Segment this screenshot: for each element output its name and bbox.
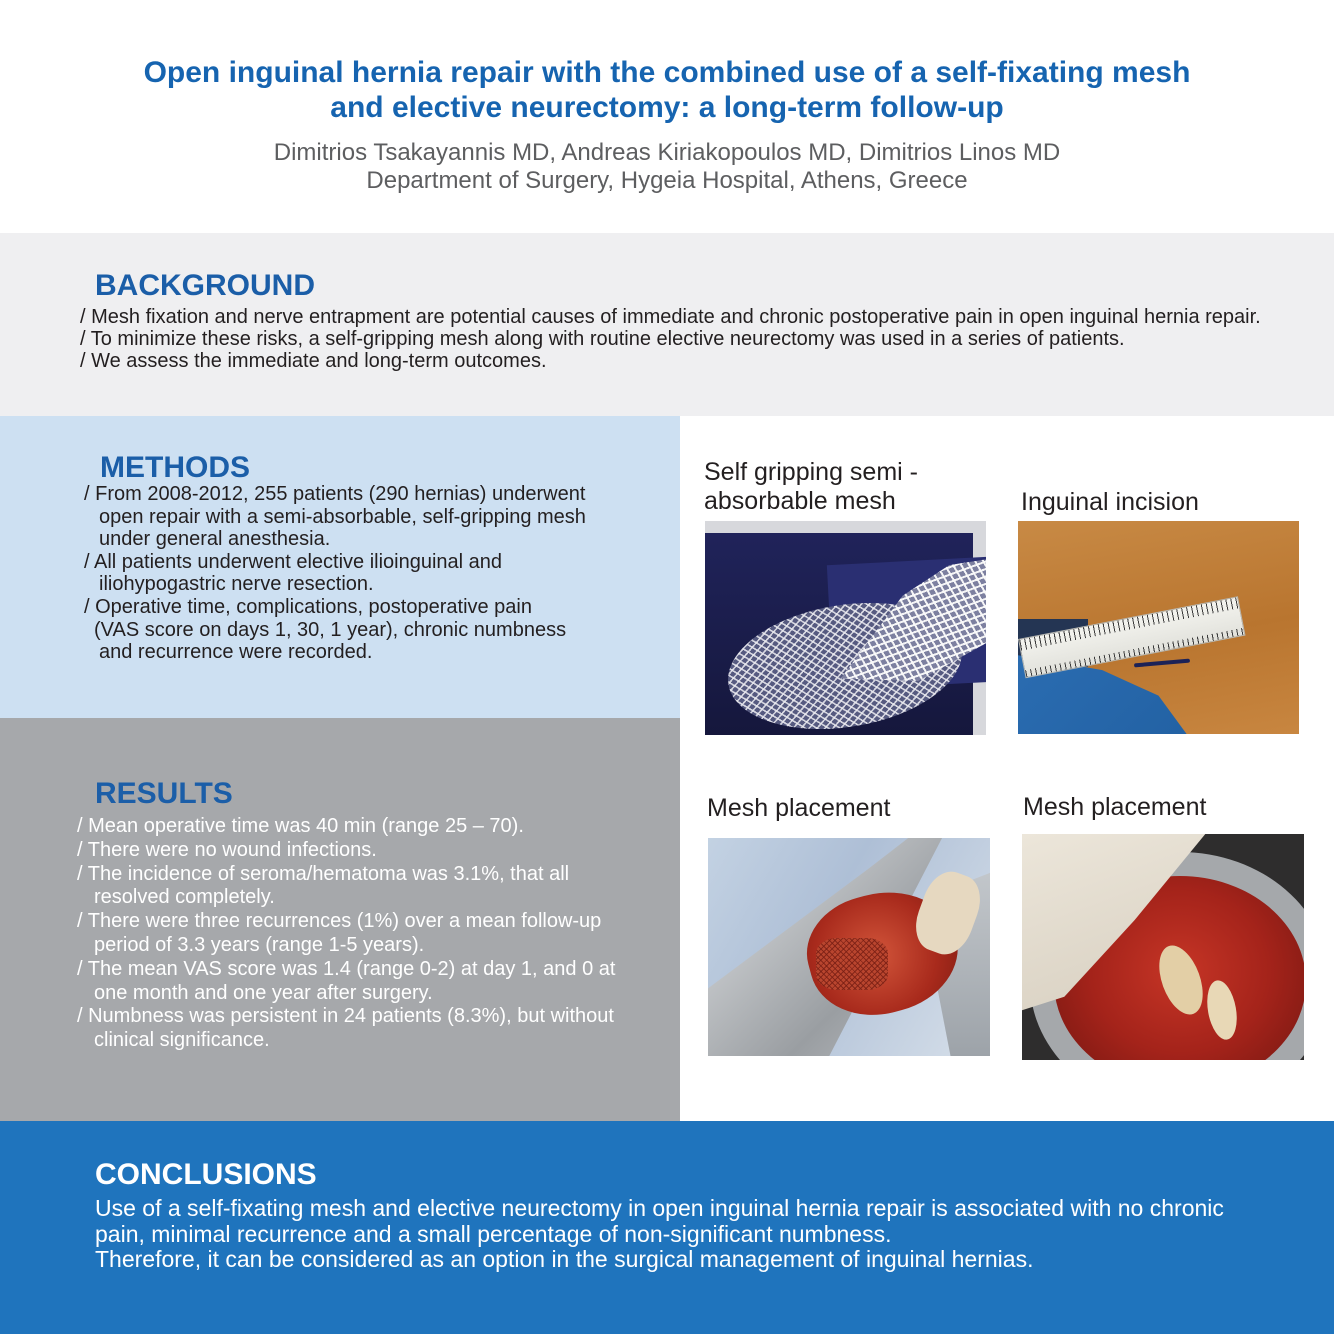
conclusions-text <box>95 1196 1224 1273</box>
results-bullet-line: / The mean VAS score was 1.4 (range 0-2) at day 1, and 0 at <box>77 957 616 980</box>
poster-title-line: Open inguinal hernia repair with the combined use of a self-fixating mesh <box>143 56 1191 89</box>
methods-bullet-line: iliohypogastric nerve resection. <box>99 573 374 596</box>
incision-photo <box>1018 521 1299 734</box>
results-bullet-line: one month and one year after surgery. <box>94 981 433 1004</box>
figure-caption-line: Mesh placement <box>707 794 891 822</box>
poster-title-line: and elective neurectomy: a long-term follow-up <box>330 91 1004 124</box>
methods-bullet-line: and recurrence were recorded. <box>99 641 373 664</box>
author-names: Dimitrios Tsakayannis MD, Andreas Kiriakopoulos MD, Dimitrios Linos MD <box>273 139 1061 166</box>
poster-title <box>0 55 1334 125</box>
methods-bullet-line: / Operative time, complications, postoperative pain <box>84 595 532 618</box>
results-bullet-line: / The incidence of seroma/hematoma was 3.1%, that all <box>77 862 570 885</box>
figure-caption-line: absorbable mesh <box>704 487 896 515</box>
methods-bullet-line: (VAS score on days 1, 30, 1 year), chronic numbness <box>94 618 567 641</box>
methods-section <box>0 416 680 718</box>
author-affiliation: Department of Surgery, Hygeia Hospital, Athens, Greece <box>366 167 968 194</box>
figure-caption-line: Inguinal incision <box>1021 488 1199 516</box>
results-section <box>0 718 680 1121</box>
conclusions-section <box>0 1121 1334 1334</box>
figure-caption-line: Mesh placement <box>1023 793 1207 821</box>
results-bullet-line: resolved completely. <box>94 886 275 909</box>
background-bullet: / We assess the immediate and long-term outcomes. <box>80 350 547 372</box>
conclusions-line: pain, minimal recurrence and a small percentage of non-significant numbness. <box>95 1220 892 1247</box>
mesh-photo <box>705 521 986 735</box>
author-block <box>0 139 1334 195</box>
results-bullet-line: period of 3.3 years (range 1-5 years). <box>94 933 425 956</box>
background-heading: BACKGROUND <box>95 269 315 302</box>
results-bullet-line: / Mean operative time was 40 min (range 25 – 70). <box>77 815 524 837</box>
results-bullet-line: / There were three recurrences (1%) over a mean follow-up <box>77 910 602 933</box>
methods-bullet-line: / All patients underwent elective ilioinguinal and <box>84 550 503 573</box>
results-bullet-line: / There were no wound infections. <box>77 838 377 861</box>
mesh-placement-photo-2 <box>1022 834 1304 1060</box>
mesh-placement-photo-1 <box>708 838 990 1056</box>
incision-marking <box>1134 659 1190 668</box>
methods-bullet-line: open repair with a semi-absorbable, self-gripping mesh <box>99 505 586 528</box>
results-bullets <box>0 815 615 1053</box>
figure-caption-mesh-placement-2 <box>1023 793 1206 822</box>
figure-caption-line: Self gripping semi - <box>704 458 918 486</box>
background-section <box>0 233 1334 416</box>
background-bullet: / To minimize these risks, a self-gripping mesh along with routine elective neurectomy was used in a series of patients. <box>80 328 1125 350</box>
results-heading: RESULTS <box>95 777 233 810</box>
methods-heading: METHODS <box>100 451 250 484</box>
results-bullet-line: clinical significance. <box>94 1029 270 1052</box>
methods-bullets <box>0 483 586 664</box>
ruler <box>1018 596 1246 678</box>
results-bullet-line: / Numbness was persistent in 24 patients (8.3%), but without <box>77 1005 614 1028</box>
methods-bullet-line: under general anesthesia. <box>99 528 331 551</box>
background-bullets <box>80 306 1261 372</box>
figure-caption-incision <box>1021 488 1199 517</box>
conclusions-line: Use of a self-fixating mesh and elective neurectomy in open inguinal hernia repair is associated with no chronic <box>95 1195 1224 1221</box>
placed-mesh <box>816 938 888 990</box>
background-bullet: / Mesh fixation and nerve entrapment are potential causes of immediate and chronic postoperative pain in open inguinal hernia repair. <box>80 306 1261 328</box>
figure-caption-mesh <box>704 458 918 516</box>
conclusions-line: Therefore, it can be considered as an option in the surgical management of inguinal hernias. <box>95 1246 1034 1272</box>
figure-caption-mesh-placement-1 <box>707 794 890 823</box>
methods-bullet-line: / From 2008-2012, 255 patients (290 hernias) underwent <box>84 483 586 505</box>
conclusions-heading: CONCLUSIONS <box>95 1158 317 1191</box>
